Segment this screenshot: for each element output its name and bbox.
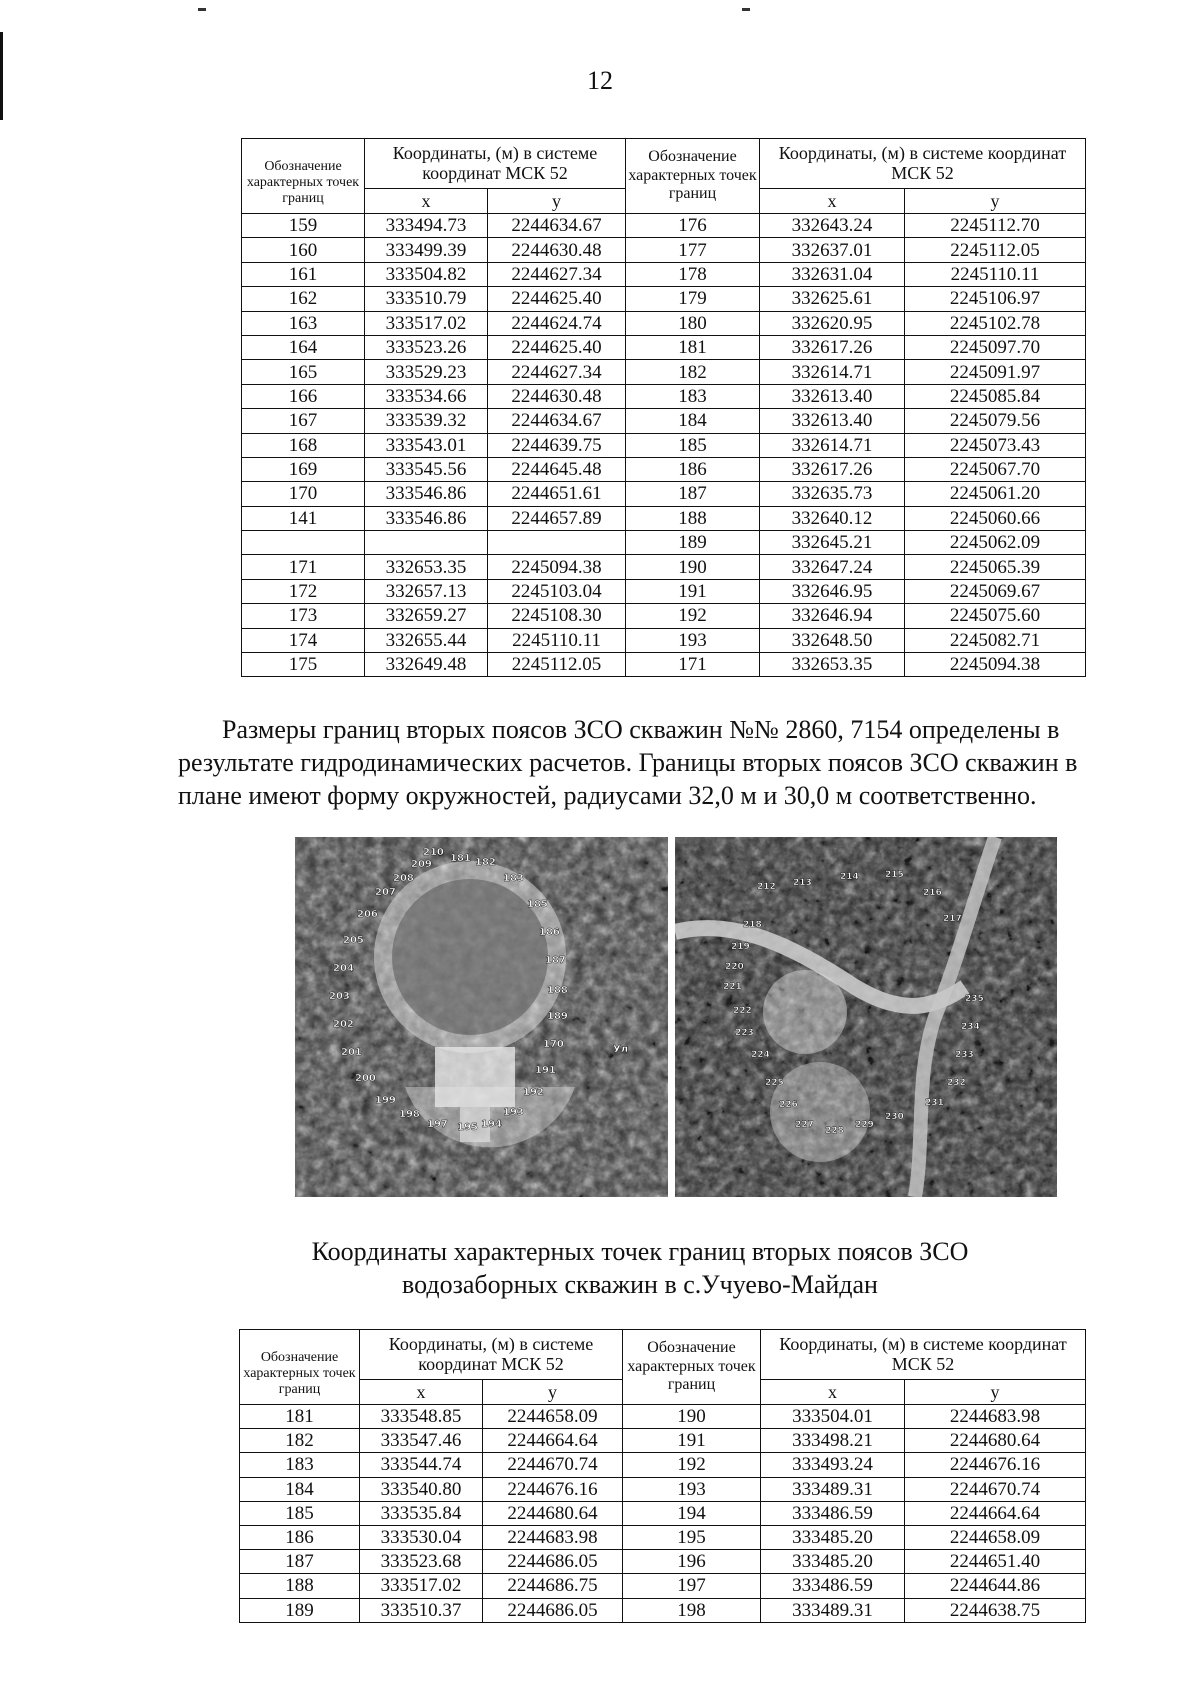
x-header: х xyxy=(360,1380,483,1405)
x-cell: 332647.24 xyxy=(760,555,905,579)
point-id-cell: 161 xyxy=(242,262,365,286)
point-id-cell: 186 xyxy=(240,1525,360,1549)
table-row xyxy=(242,653,1086,677)
y-cell: 2244683.98 xyxy=(905,1405,1086,1429)
boundary-point-label: 227 xyxy=(795,1120,814,1130)
x-cell: 333539.32 xyxy=(365,409,488,433)
y-cell: 2245060.66 xyxy=(905,506,1086,530)
y-cell: 2245082.71 xyxy=(905,628,1086,652)
table-row xyxy=(242,604,1086,628)
y-cell: 2245073.43 xyxy=(905,433,1086,457)
y-cell: 2244624.74 xyxy=(488,311,626,335)
table-row xyxy=(240,1477,1086,1501)
x-cell: 333493.24 xyxy=(761,1453,905,1477)
y-cell: 2244686.75 xyxy=(483,1574,623,1598)
y-cell: 2244676.16 xyxy=(905,1453,1086,1477)
boundary-point-label: 186 xyxy=(539,927,560,938)
point-id-cell: 159 xyxy=(242,214,365,238)
y-cell: 2245110.11 xyxy=(488,628,626,652)
point-id-cell: 181 xyxy=(626,335,760,359)
point-label-header: Обозначение характерных точек границ xyxy=(240,1330,360,1405)
point-id-cell: 164 xyxy=(242,335,365,359)
y-cell: 2244639.75 xyxy=(488,433,626,457)
x-cell: 333548.85 xyxy=(360,1405,483,1429)
point-id-cell: 169 xyxy=(242,457,365,481)
x-cell: 333534.66 xyxy=(365,384,488,408)
x-cell: 333498.21 xyxy=(761,1429,905,1453)
boundary-point-label: 215 xyxy=(885,870,904,880)
body-paragraph xyxy=(178,713,1098,812)
boundary-point-label: 224 xyxy=(751,1050,770,1060)
x-cell: 333529.23 xyxy=(365,360,488,384)
table-row xyxy=(240,1429,1086,1453)
boundary-point-label: 234 xyxy=(961,1022,980,1032)
boundary-point-label: 225 xyxy=(765,1078,784,1088)
table-row xyxy=(242,457,1086,481)
boundary-point-label: 210 xyxy=(423,847,444,858)
x-cell: 333510.79 xyxy=(365,287,488,311)
boundary-point-label: 209 xyxy=(411,859,432,870)
point-id-cell: 168 xyxy=(242,433,365,457)
x-cell: 332613.40 xyxy=(760,384,905,408)
boundary-point-label: 201 xyxy=(341,1047,362,1058)
point-id-cell: 189 xyxy=(240,1598,360,1622)
boundary-point-label: 170 xyxy=(543,1039,564,1050)
boundary-point-label: 220 xyxy=(725,962,744,972)
point-id-cell: 198 xyxy=(623,1598,761,1622)
y-header: у xyxy=(483,1380,623,1405)
boundary-point-label: 199 xyxy=(375,1095,396,1106)
y-cell: 2244634.67 xyxy=(488,214,626,238)
coord-system-header: Координаты, (м) в системе координат МСК 52 xyxy=(365,139,626,189)
point-id-cell: 141 xyxy=(242,506,365,530)
x-cell: 333517.02 xyxy=(365,311,488,335)
x-cell: 333486.59 xyxy=(761,1574,905,1598)
x-cell: 333485.20 xyxy=(761,1525,905,1549)
y-cell: 2244664.64 xyxy=(483,1429,623,1453)
point-id-cell: 191 xyxy=(626,579,760,603)
point-id-cell: 183 xyxy=(626,384,760,408)
point-id-cell: 184 xyxy=(240,1477,360,1501)
x-cell: 332614.71 xyxy=(760,433,905,457)
x-cell: 332613.40 xyxy=(760,409,905,433)
table-row xyxy=(240,1405,1086,1429)
table-row xyxy=(242,360,1086,384)
x-cell: 332620.95 xyxy=(760,311,905,335)
table-row xyxy=(240,1598,1086,1622)
y-cell: 2244630.48 xyxy=(488,238,626,262)
x-cell: 333535.84 xyxy=(360,1501,483,1525)
boundary-point-label: 197 xyxy=(427,1119,448,1130)
x-header: х xyxy=(760,189,905,214)
x-cell: 333523.68 xyxy=(360,1550,483,1574)
table-row xyxy=(240,1550,1086,1574)
boundary-point-label: 221 xyxy=(723,982,742,992)
y-cell: 2244664.64 xyxy=(905,1501,1086,1525)
point-id-cell: 172 xyxy=(242,579,365,603)
boundary-point-label: 226 xyxy=(779,1100,798,1110)
boundary-point-label: 185 xyxy=(527,899,548,910)
table-row xyxy=(240,1525,1086,1549)
x-cell: 332645.21 xyxy=(760,531,905,555)
table-row xyxy=(242,262,1086,286)
y-cell: 2245085.84 xyxy=(905,384,1086,408)
x-cell: 332646.94 xyxy=(760,604,905,628)
coord-system-header: Координаты, (м) в системе координат МСК 52 xyxy=(761,1330,1086,1380)
y-cell: 2244658.09 xyxy=(483,1405,623,1429)
point-id-cell: 190 xyxy=(623,1405,761,1429)
x-cell: 333546.86 xyxy=(365,482,488,506)
point-id-cell: 186 xyxy=(626,457,760,481)
point-id-cell: 180 xyxy=(626,311,760,335)
boundary-point-label: 194 xyxy=(481,1119,502,1130)
table-row xyxy=(242,311,1086,335)
x-cell: 332657.13 xyxy=(365,579,488,603)
x-cell: 332659.27 xyxy=(365,604,488,628)
boundary-point-label: 189 xyxy=(547,1011,568,1022)
point-id-cell: 181 xyxy=(240,1405,360,1429)
x-cell: 332640.12 xyxy=(760,506,905,530)
point-id-cell: 183 xyxy=(240,1453,360,1477)
x-cell: 333547.46 xyxy=(360,1429,483,1453)
point-id-cell xyxy=(242,531,365,555)
caption-line-2: водозаборных скважин в с.Учуево-Майдан xyxy=(402,1270,878,1299)
y-cell: 2244686.05 xyxy=(483,1598,623,1622)
paragraph-text: Размеры границ вторых поясов ЗСО скважин №№ 2860, 7154 определены в результате гидродинамических расчетов. Границы вторых поясов ЗСО скважин в плане имеют форму окружностей, радиусами 32,0 м и 30,0 м соответственно. xyxy=(178,715,1078,810)
point-id-cell: 188 xyxy=(626,506,760,530)
x-cell: 332617.26 xyxy=(760,457,905,481)
x-cell: 332643.24 xyxy=(760,214,905,238)
point-id-cell: 179 xyxy=(626,287,760,311)
table-row xyxy=(242,579,1086,603)
y-cell: 2244657.89 xyxy=(488,506,626,530)
y-cell: 2244670.74 xyxy=(905,1477,1086,1501)
y-header: у xyxy=(905,189,1086,214)
y-cell: 2244645.48 xyxy=(488,457,626,481)
coord-system-header: Координаты, (м) в системе координат МСК 52 xyxy=(760,139,1086,189)
y-cell: 2244627.34 xyxy=(488,360,626,384)
point-id-cell: 166 xyxy=(242,384,365,408)
x-cell: 332648.50 xyxy=(760,628,905,652)
point-id-cell: 171 xyxy=(242,555,365,579)
table-row xyxy=(242,287,1086,311)
boundary-point-label: 233 xyxy=(955,1050,974,1060)
boundary-point-label: 229 xyxy=(855,1120,874,1130)
point-id-cell: 177 xyxy=(626,238,760,262)
y-cell: 2244680.64 xyxy=(905,1429,1086,1453)
boundary-point-label: 198 xyxy=(399,1109,420,1120)
boundary-point-label: 207 xyxy=(375,887,396,898)
boundary-point-label: 205 xyxy=(343,935,364,946)
point-id-cell: 178 xyxy=(626,262,760,286)
x-cell: 333486.59 xyxy=(761,1501,905,1525)
boundary-point-label: 203 xyxy=(329,991,350,1002)
x-cell xyxy=(365,531,488,555)
y-cell: 2245094.38 xyxy=(488,555,626,579)
y-header: у xyxy=(488,189,626,214)
boundary-point-label: 187 xyxy=(545,955,566,966)
y-cell: 2245110.11 xyxy=(905,262,1086,286)
boundary-point-label: 232 xyxy=(947,1078,966,1088)
point-id-cell: 193 xyxy=(626,628,760,652)
x-cell: 333494.73 xyxy=(365,214,488,238)
x-cell: 333546.86 xyxy=(365,506,488,530)
boundary-point-label: 213 xyxy=(793,878,812,888)
x-cell: 332653.35 xyxy=(760,653,905,677)
boundary-point-label: 204 xyxy=(333,963,354,974)
point-id-cell: 170 xyxy=(242,482,365,506)
x-cell: 332614.71 xyxy=(760,360,905,384)
y-cell: 2244683.98 xyxy=(483,1525,623,1549)
y-cell: 2244627.34 xyxy=(488,262,626,286)
y-cell: 2244680.64 xyxy=(483,1501,623,1525)
y-cell: 2244651.61 xyxy=(488,482,626,506)
x-cell: 332617.26 xyxy=(760,335,905,359)
boundary-point-label: 212 xyxy=(757,882,776,892)
point-id-cell: 182 xyxy=(626,360,760,384)
y-cell: 2245079.56 xyxy=(905,409,1086,433)
y-cell: 2244630.48 xyxy=(488,384,626,408)
table-row xyxy=(242,555,1086,579)
point-id-cell: 171 xyxy=(626,653,760,677)
aerial-photo-right xyxy=(675,837,1057,1197)
table-row xyxy=(242,506,1086,530)
x-header: х xyxy=(365,189,488,214)
y-cell: 2245106.97 xyxy=(905,287,1086,311)
point-id-cell: 185 xyxy=(240,1501,360,1525)
table-row xyxy=(240,1501,1086,1525)
y-cell: 2245097.70 xyxy=(905,335,1086,359)
boundary-point-label: 188 xyxy=(547,985,568,996)
point-id-cell: 175 xyxy=(242,653,365,677)
boundary-point-label: 200 xyxy=(355,1073,376,1084)
boundary-point-label: 214 xyxy=(840,872,859,882)
y-cell: 2244658.09 xyxy=(905,1525,1086,1549)
boundary-point-label: 231 xyxy=(925,1098,944,1108)
point-id-cell: 189 xyxy=(626,531,760,555)
y-cell: 2245061.20 xyxy=(905,482,1086,506)
boundary-point-label: 202 xyxy=(333,1019,354,1030)
coordinates-table-1 xyxy=(241,138,1086,677)
y-cell: 2245065.39 xyxy=(905,555,1086,579)
point-id-cell: 196 xyxy=(623,1550,761,1574)
point-id-cell: 187 xyxy=(240,1550,360,1574)
table-row xyxy=(240,1453,1086,1477)
x-cell: 332655.44 xyxy=(365,628,488,652)
y-cell xyxy=(488,531,626,555)
y-cell: 2244625.40 xyxy=(488,335,626,359)
aerial-photo-left xyxy=(295,837,668,1197)
table-caption xyxy=(200,1235,1080,1301)
point-id-cell: 173 xyxy=(242,604,365,628)
boundary-point-label: 182 xyxy=(475,857,496,868)
y-cell: 2244670.74 xyxy=(483,1453,623,1477)
point-id-cell: 187 xyxy=(626,482,760,506)
table-row xyxy=(242,482,1086,506)
y-cell: 2245091.97 xyxy=(905,360,1086,384)
y-cell: 2244686.05 xyxy=(483,1550,623,1574)
table-row xyxy=(240,1574,1086,1598)
boundary-point-label: 206 xyxy=(357,909,378,920)
coordinates-table-2 xyxy=(239,1329,1086,1623)
caption-line-1: Координаты характерных точек границ вторых поясов ЗСО xyxy=(311,1237,969,1266)
boundary-point-label: 181 xyxy=(450,853,471,864)
point-id-cell: 160 xyxy=(242,238,365,262)
x-header: х xyxy=(761,1380,905,1405)
boundary-point-label: 219 xyxy=(731,942,750,952)
y-cell: 2244676.16 xyxy=(483,1477,623,1501)
point-id-cell: 191 xyxy=(623,1429,761,1453)
point-id-cell: 194 xyxy=(623,1501,761,1525)
table-row xyxy=(242,335,1086,359)
x-cell: 333545.56 xyxy=(365,457,488,481)
x-cell: 332646.95 xyxy=(760,579,905,603)
point-id-cell: 195 xyxy=(623,1525,761,1549)
point-id-cell: 193 xyxy=(623,1477,761,1501)
x-cell: 333489.31 xyxy=(761,1477,905,1501)
point-id-cell: 162 xyxy=(242,287,365,311)
x-cell: 333540.80 xyxy=(360,1477,483,1501)
boundary-point-label: 192 xyxy=(523,1087,544,1098)
boundary-point-label: 183 xyxy=(503,873,524,884)
scan-mark xyxy=(198,8,206,11)
y-cell: 2245112.05 xyxy=(488,653,626,677)
x-cell: 333489.31 xyxy=(761,1598,905,1622)
boundary-point-label: 217 xyxy=(943,914,962,924)
y-cell: 2245102.78 xyxy=(905,311,1086,335)
table-row xyxy=(242,531,1086,555)
scan-mark xyxy=(742,8,750,11)
y-cell: 2244638.75 xyxy=(905,1598,1086,1622)
x-cell: 333504.82 xyxy=(365,262,488,286)
y-cell: 2245112.05 xyxy=(905,238,1086,262)
boundary-point-label: 195 xyxy=(457,1122,478,1133)
x-cell: 332637.01 xyxy=(760,238,905,262)
point-id-cell: 192 xyxy=(623,1453,761,1477)
y-cell: 2245062.09 xyxy=(905,531,1086,555)
x-cell: 332653.35 xyxy=(365,555,488,579)
x-cell: 332631.04 xyxy=(760,262,905,286)
y-cell: 2245067.70 xyxy=(905,457,1086,481)
y-cell: 2245112.70 xyxy=(905,214,1086,238)
y-cell: 2244625.40 xyxy=(488,287,626,311)
boundary-point-label: 208 xyxy=(393,873,414,884)
x-cell: 333523.26 xyxy=(365,335,488,359)
y-cell: 2244644.86 xyxy=(905,1574,1086,1598)
point-id-cell: 197 xyxy=(623,1574,761,1598)
boundary-point-label: 191 xyxy=(535,1065,556,1076)
table-row xyxy=(242,409,1086,433)
x-cell: 332635.73 xyxy=(760,482,905,506)
x-cell: 333504.01 xyxy=(761,1405,905,1429)
point-label-header: Обозначение характерных точек границ xyxy=(626,139,760,214)
x-cell: 333543.01 xyxy=(365,433,488,457)
x-cell: 333544.74 xyxy=(360,1453,483,1477)
point-id-cell: 176 xyxy=(626,214,760,238)
point-id-cell: 165 xyxy=(242,360,365,384)
table-row xyxy=(242,238,1086,262)
boundary-point-label: 223 xyxy=(735,1028,754,1038)
y-cell: 2245069.67 xyxy=(905,579,1086,603)
y-cell: 2245108.30 xyxy=(488,604,626,628)
x-cell: 333499.39 xyxy=(365,238,488,262)
point-id-cell: 167 xyxy=(242,409,365,433)
x-cell: 333517.02 xyxy=(360,1574,483,1598)
boundary-point-label: 193 xyxy=(503,1107,524,1118)
coord-system-header: Координаты, (м) в системе координат МСК 52 xyxy=(360,1330,623,1380)
point-id-cell: 184 xyxy=(626,409,760,433)
point-id-cell: 163 xyxy=(242,311,365,335)
page-number: 12 xyxy=(587,66,613,95)
point-id-cell: 182 xyxy=(240,1429,360,1453)
y-cell: 2245103.04 xyxy=(488,579,626,603)
x-cell: 332649.48 xyxy=(365,653,488,677)
point-id-cell: 192 xyxy=(626,604,760,628)
x-cell: 333485.20 xyxy=(761,1550,905,1574)
y-cell: 2245075.60 xyxy=(905,604,1086,628)
y-cell: 2245094.38 xyxy=(905,653,1086,677)
x-cell: 333530.04 xyxy=(360,1525,483,1549)
boundary-point-label: 230 xyxy=(885,1112,904,1122)
point-id-cell: 190 xyxy=(626,555,760,579)
boundary-point-label: Ул xyxy=(613,1044,629,1055)
table-row xyxy=(242,628,1086,652)
boundary-point-label: 222 xyxy=(733,1006,752,1016)
boundary-point-label: 228 xyxy=(825,1126,844,1136)
boundary-point-label: 218 xyxy=(743,920,762,930)
y-header: у xyxy=(905,1380,1086,1405)
point-label-header: Обозначение характерных точек границ xyxy=(623,1330,761,1405)
boundary-point-label: 216 xyxy=(923,888,942,898)
y-cell: 2244651.40 xyxy=(905,1550,1086,1574)
x-cell: 332625.61 xyxy=(760,287,905,311)
y-cell: 2244634.67 xyxy=(488,409,626,433)
boundary-point-label: 235 xyxy=(965,994,984,1004)
table-row xyxy=(242,433,1086,457)
point-id-cell: 185 xyxy=(626,433,760,457)
table-row xyxy=(242,384,1086,408)
point-id-cell: 188 xyxy=(240,1574,360,1598)
table-row xyxy=(242,214,1086,238)
point-id-cell: 174 xyxy=(242,628,365,652)
point-label-header: Обозначение характерных точек границ xyxy=(242,139,365,214)
x-cell: 333510.37 xyxy=(360,1598,483,1622)
